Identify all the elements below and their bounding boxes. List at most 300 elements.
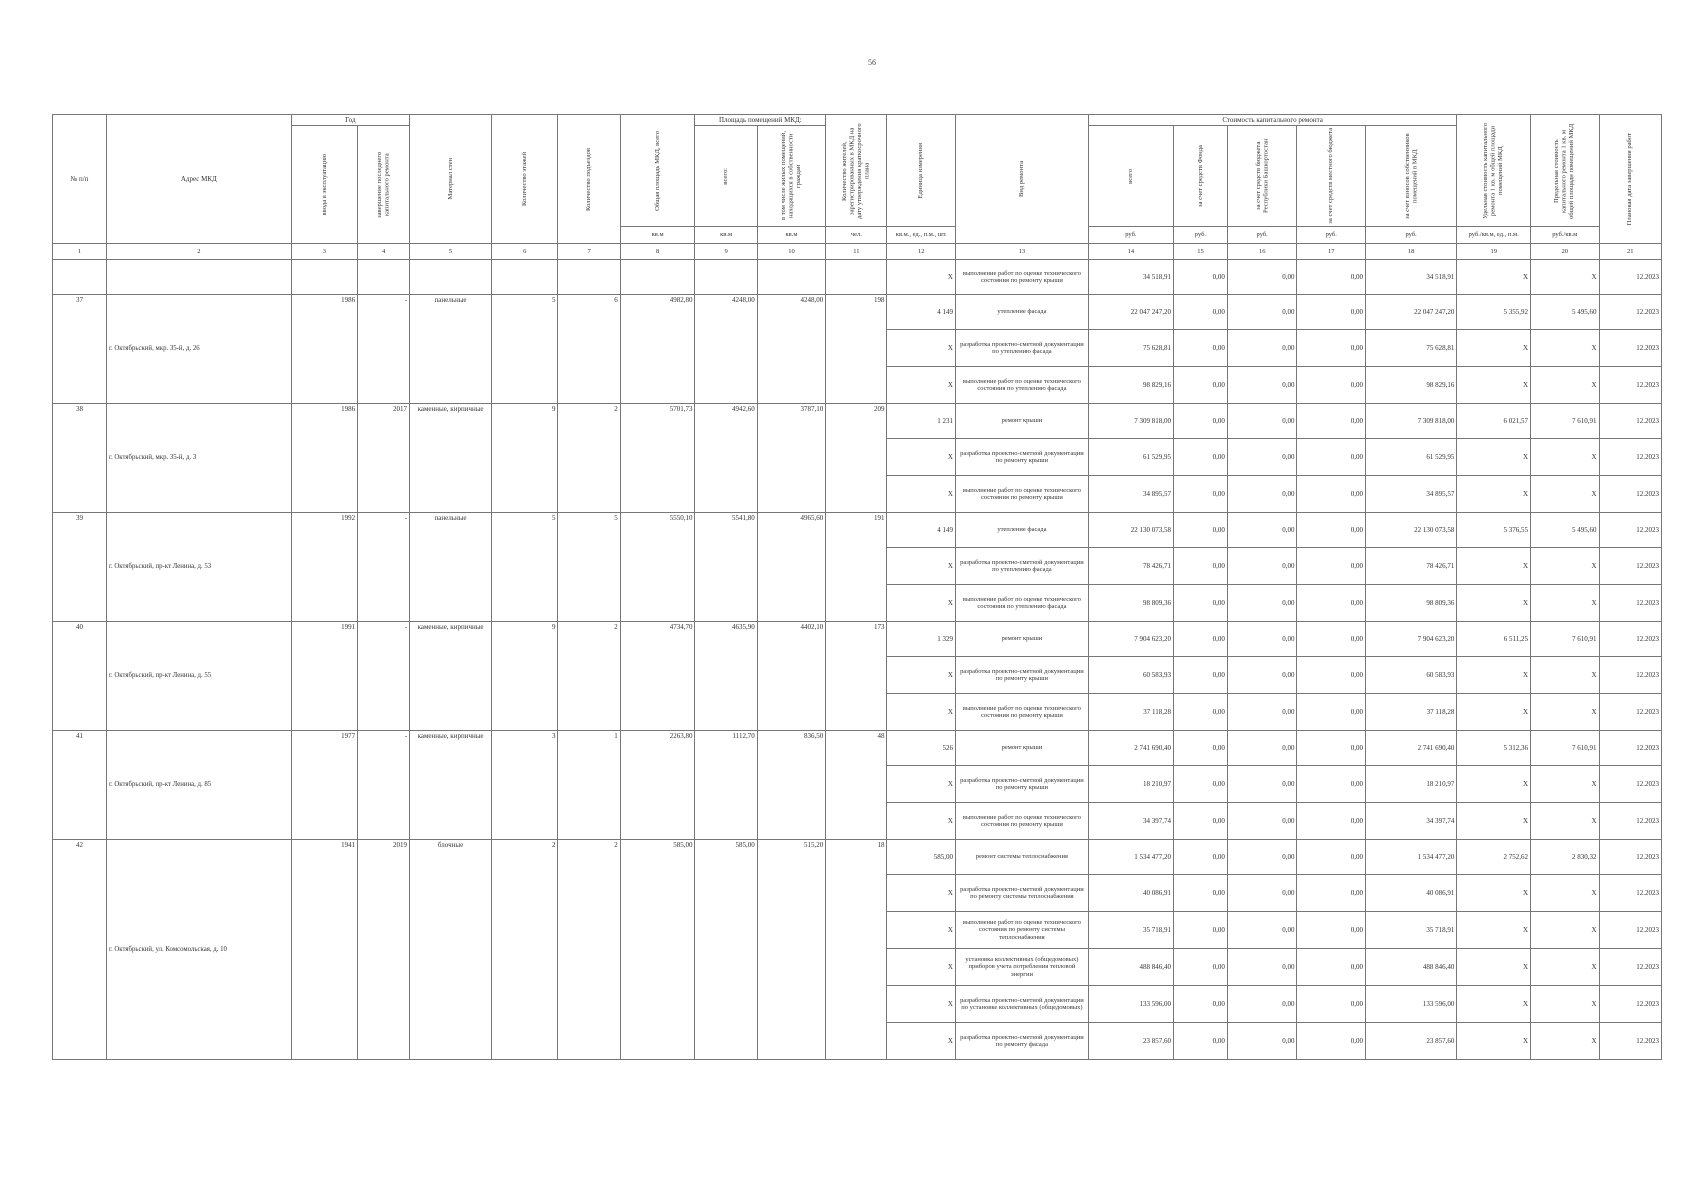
cell-rep: 0,00	[1227, 548, 1297, 585]
cell-rep: 0,00	[1227, 367, 1297, 404]
cell-pres: 515,20	[757, 840, 826, 1060]
cell-date: 12.2023	[1599, 875, 1661, 912]
cell-area: 5550,10	[620, 513, 695, 622]
cell-address	[106, 260, 291, 295]
cell-unit: X	[887, 260, 956, 295]
cell-total: 78 426,71	[1088, 548, 1173, 585]
cell-ucost: X	[1457, 986, 1531, 1023]
cell-rep: 0,00	[1227, 260, 1297, 295]
cell-floors: 5	[492, 513, 558, 622]
cell-mcost: X	[1531, 875, 1600, 912]
cell-unit: X	[887, 476, 956, 513]
cell-mcost: X	[1531, 912, 1600, 949]
cell-loc: 0,00	[1297, 330, 1366, 367]
unit-premises-residential: кв.м	[757, 227, 826, 244]
cell-work: утепление фасада	[955, 295, 1088, 330]
cell-own: 98 829,16	[1365, 367, 1456, 404]
column-number: 15	[1173, 244, 1227, 260]
cell-ucost: X	[1457, 548, 1531, 585]
cell-own: 22 047 247,20	[1365, 295, 1456, 330]
cell-own: 7 904 623,20	[1365, 622, 1456, 657]
cell-fund: 0,00	[1173, 513, 1227, 548]
cell-date: 12.2023	[1599, 840, 1661, 875]
cell-last	[358, 260, 410, 295]
cell-date: 12.2023	[1599, 404, 1661, 439]
cell-loc: 0,00	[1297, 513, 1366, 548]
cell-material: каменные, кирпичные	[410, 731, 492, 840]
cell-ucost: 5 355,92	[1457, 295, 1531, 330]
cell-date: 12.2023	[1599, 548, 1661, 585]
cell-unit: X	[887, 803, 956, 840]
cell-mcost: 7 610,91	[1531, 731, 1600, 766]
cell-mcost: X	[1531, 694, 1600, 731]
cell-fund: 0,00	[1173, 912, 1227, 949]
cell-fund: 0,00	[1173, 330, 1227, 367]
col-wall-material: Материал стен	[410, 115, 492, 244]
cell-total: 488 846,40	[1088, 949, 1173, 986]
cell-unit: 4 149	[887, 513, 956, 548]
column-number: 17	[1297, 244, 1366, 260]
col-floors: Количество этажей	[492, 115, 558, 244]
cell-material	[410, 260, 492, 295]
cell-unit: 4 149	[887, 295, 956, 330]
cell-total: 22 047 247,20	[1088, 295, 1173, 330]
column-number: 10	[757, 244, 826, 260]
cell-year: 1986	[291, 404, 357, 513]
cell-pres: 3787,10	[757, 404, 826, 513]
cell-pres: 4965,60	[757, 513, 826, 622]
table-row	[53, 513, 1662, 548]
cell-fund: 0,00	[1173, 803, 1227, 840]
cell-num	[53, 260, 107, 295]
cell-mcost: X	[1531, 585, 1600, 622]
cell-last: -	[358, 731, 410, 840]
unit-premises-total: кв.м	[695, 227, 757, 244]
cell-year	[291, 260, 357, 295]
cell-own: 35 718,91	[1365, 912, 1456, 949]
cell-fund: 0,00	[1173, 840, 1227, 875]
cell-date: 12.2023	[1599, 912, 1661, 949]
cell-mcost: 7 610,91	[1531, 622, 1600, 657]
cell-ucost: X	[1457, 476, 1531, 513]
cell-ptotal: 1112,70	[695, 731, 757, 840]
cell-fund: 0,00	[1173, 585, 1227, 622]
cell-rep: 0,00	[1227, 404, 1297, 439]
cell-ucost: X	[1457, 585, 1531, 622]
cell-total: 98 809,36	[1088, 585, 1173, 622]
unit-unit-cost: руб./кв.м, ед., п.м.	[1457, 227, 1531, 244]
cell-fund: 0,00	[1173, 731, 1227, 766]
cell-last: -	[358, 622, 410, 731]
cell-ucost: X	[1457, 803, 1531, 840]
cell-loc: 0,00	[1297, 875, 1366, 912]
cell-mcost: X	[1531, 476, 1600, 513]
table-row	[53, 404, 1662, 439]
cell-pres: 4248,00	[757, 295, 826, 404]
cell-work: выполнение работ по оценке технического состояния по ремонту крыши	[955, 803, 1088, 840]
cell-work: разработка проектно-сметной документации по ремонту крыши	[955, 766, 1088, 803]
cell-rep: 0,00	[1227, 622, 1297, 657]
col-max-cost: Предельная стоимость капитального ремонта 1 кв. м общей площади помещений МКД	[1531, 115, 1600, 227]
cell-rep: 0,00	[1227, 766, 1297, 803]
cell-rep: 0,00	[1227, 803, 1297, 840]
cell-unit: X	[887, 330, 956, 367]
cell-ucost: 5 312,36	[1457, 731, 1531, 766]
cell-work: установка коллективных (общедомовых) приборов учета потребления тепловой энергии	[955, 949, 1088, 986]
cell-unit: X	[887, 912, 956, 949]
cell-total: 1 534 477,20	[1088, 840, 1173, 875]
cell-total: 23 857,60	[1088, 1023, 1173, 1060]
cell-work: выполнение работ по оценке технического состояния по утеплению фасада	[955, 367, 1088, 404]
cell-fund: 0,00	[1173, 694, 1227, 731]
cell-rep: 0,00	[1227, 439, 1297, 476]
cell-fund: 0,00	[1173, 367, 1227, 404]
col-repair-type: Вид ремонта	[955, 115, 1088, 244]
cell-last: 2017	[358, 404, 410, 513]
column-number: 13	[955, 244, 1088, 260]
cell-floors: 5	[492, 295, 558, 404]
cell-num: 38	[53, 404, 107, 513]
cell-year: 1992	[291, 513, 357, 622]
cell-loc: 0,00	[1297, 404, 1366, 439]
cell-material: каменные, кирпичные	[410, 622, 492, 731]
capital-repair-table	[52, 114, 1662, 1060]
cell-entr: 1	[558, 731, 620, 840]
cell-own: 34 397,74	[1365, 803, 1456, 840]
cell-own: 40 086,91	[1365, 875, 1456, 912]
cell-ucost: 6 021,57	[1457, 404, 1531, 439]
unit-residents: чел.	[826, 227, 887, 244]
header-row-1	[53, 115, 1662, 126]
cell-ucost: X	[1457, 439, 1531, 476]
col-completion-date: Плановая дата завершения работ	[1599, 115, 1661, 244]
cell-mcost: X	[1531, 766, 1600, 803]
cell-year: 1986	[291, 295, 357, 404]
cell-loc: 0,00	[1297, 548, 1366, 585]
column-number: 2	[106, 244, 291, 260]
cell-fund: 0,00	[1173, 657, 1227, 694]
column-number: 8	[620, 244, 695, 260]
cell-resid: 18	[826, 840, 887, 1060]
cell-unit: X	[887, 439, 956, 476]
cell-total: 2 741 690,40	[1088, 731, 1173, 766]
cell-own: 7 309 818,00	[1365, 404, 1456, 439]
cell-work: выполнение работ по оценке технического состояния по утеплению фасада	[955, 585, 1088, 622]
cell-ucost: X	[1457, 367, 1531, 404]
cell-mcost: X	[1531, 260, 1600, 295]
cell-loc: 0,00	[1297, 476, 1366, 513]
cell-date: 12.2023	[1599, 731, 1661, 766]
cell-entr	[558, 260, 620, 295]
cell-address: г. Октябрьский, пр-кт Ленина, д. 85	[106, 731, 291, 840]
cell-own: 37 118,28	[1365, 694, 1456, 731]
cell-date: 12.2023	[1599, 766, 1661, 803]
cell-loc: 0,00	[1297, 840, 1366, 875]
cell-num: 40	[53, 622, 107, 731]
cell-loc: 0,00	[1297, 260, 1366, 295]
cell-fund: 0,00	[1173, 476, 1227, 513]
cell-loc: 0,00	[1297, 803, 1366, 840]
cell-address: г. Октябрьский, пр-кт Ленина, д. 55	[106, 622, 291, 731]
cell-unit: X	[887, 766, 956, 803]
cell-date: 12.2023	[1599, 330, 1661, 367]
column-number: 21	[1599, 244, 1661, 260]
cell-material: панельные	[410, 295, 492, 404]
cell-rep: 0,00	[1227, 949, 1297, 986]
cell-date: 12.2023	[1599, 622, 1661, 657]
col-premises-total: всего:	[695, 126, 757, 227]
cell-rep: 0,00	[1227, 476, 1297, 513]
cell-mcost: 2 830,32	[1531, 840, 1600, 875]
cell-date: 12.2023	[1599, 513, 1661, 548]
cell-loc: 0,00	[1297, 657, 1366, 694]
cell-entr: 5	[558, 513, 620, 622]
cell-work: выполнение работ по оценке технического состояния по ремонту крыши	[955, 694, 1088, 731]
cell-rep: 0,00	[1227, 840, 1297, 875]
cell-unit: X	[887, 875, 956, 912]
cell-date: 12.2023	[1599, 803, 1661, 840]
cell-rep: 0,00	[1227, 330, 1297, 367]
cell-own: 34 895,57	[1365, 476, 1456, 513]
cell-mcost: 7 610,91	[1531, 404, 1600, 439]
cell-resid: 191	[826, 513, 887, 622]
cell-resid: 173	[826, 622, 887, 731]
column-number: 4	[358, 244, 410, 260]
cell-total: 60 583,93	[1088, 657, 1173, 694]
col-year-last-repair: завершение последнего капитального ремонта	[358, 126, 410, 244]
cell-ucost: X	[1457, 260, 1531, 295]
cell-rep: 0,00	[1227, 657, 1297, 694]
cell-loc: 0,00	[1297, 439, 1366, 476]
cell-date: 12.2023	[1599, 657, 1661, 694]
cell-fund: 0,00	[1173, 404, 1227, 439]
cell-own: 61 529,95	[1365, 439, 1456, 476]
unit-cost-total: руб.	[1088, 227, 1173, 244]
cell-own: 78 426,71	[1365, 548, 1456, 585]
cell-unit: X	[887, 367, 956, 404]
cell-ucost: X	[1457, 875, 1531, 912]
cell-total: 98 829,16	[1088, 367, 1173, 404]
cell-work: ремонт крыши	[955, 731, 1088, 766]
cell-floors: 3	[492, 731, 558, 840]
cell-loc: 0,00	[1297, 731, 1366, 766]
cell-date: 12.2023	[1599, 986, 1661, 1023]
cell-total: 34 397,74	[1088, 803, 1173, 840]
col-premises-group: Площадь помещений МКД:	[695, 115, 826, 126]
cell-ucost: X	[1457, 1023, 1531, 1060]
cell-floors	[492, 260, 558, 295]
cell-mcost: X	[1531, 1023, 1600, 1060]
cell-unit: 1 329	[887, 622, 956, 657]
cell-rep: 0,00	[1227, 875, 1297, 912]
cell-date: 12.2023	[1599, 295, 1661, 330]
cell-entr: 6	[558, 295, 620, 404]
cell-unit: 526	[887, 731, 956, 766]
cell-mcost: X	[1531, 986, 1600, 1023]
cell-total: 133 596,00	[1088, 986, 1173, 1023]
cell-mcost: X	[1531, 657, 1600, 694]
unit-unit: кв.м., ед., п.м., шт.	[887, 227, 956, 244]
column-number: 5	[410, 244, 492, 260]
cell-rep: 0,00	[1227, 295, 1297, 330]
table-row	[53, 260, 1662, 295]
cell-material: панельные	[410, 513, 492, 622]
cell-ucost: X	[1457, 657, 1531, 694]
table-row	[53, 840, 1662, 875]
col-cost-group: Стоимость капитального ремонта	[1088, 115, 1457, 126]
table-row	[53, 622, 1662, 657]
cell-loc: 0,00	[1297, 367, 1366, 404]
cell-total: 7 904 623,20	[1088, 622, 1173, 657]
cell-resid: 48	[826, 731, 887, 840]
cell-own: 23 857,60	[1365, 1023, 1456, 1060]
cell-entr: 2	[558, 840, 620, 1060]
cell-last: -	[358, 295, 410, 404]
cell-fund: 0,00	[1173, 875, 1227, 912]
cell-loc: 0,00	[1297, 949, 1366, 986]
cell-area: 585,00	[620, 840, 695, 1060]
cell-num: 42	[53, 840, 107, 1060]
cell-loc: 0,00	[1297, 622, 1366, 657]
cell-ucost: 2 752,62	[1457, 840, 1531, 875]
cell-fund: 0,00	[1173, 986, 1227, 1023]
cell-mcost: X	[1531, 949, 1600, 986]
cell-address: г. Октябрьский, мкр. 35-й, д. 3	[106, 404, 291, 513]
cell-work: разработка проектно-сметной документации по установке коллективных (общедомовых)	[955, 986, 1088, 1023]
col-residents: Количество жителей, зарегистрированных в МКД на дату утверждения краткосрочного плана	[826, 115, 887, 227]
cell-unit: X	[887, 585, 956, 622]
column-number: 11	[826, 244, 887, 260]
cell-rep: 0,00	[1227, 731, 1297, 766]
cell-loc: 0,00	[1297, 986, 1366, 1023]
col-total-area: Общая площадь МКД, всего	[620, 115, 695, 227]
cell-unit: 1 231	[887, 404, 956, 439]
cell-own: 60 583,93	[1365, 657, 1456, 694]
cell-work: разработка проектно-сметной документации по утеплению фасада	[955, 330, 1088, 367]
cell-year: 1991	[291, 622, 357, 731]
cell-own: 18 210,97	[1365, 766, 1456, 803]
cell-mcost: X	[1531, 367, 1600, 404]
page-number: 56	[868, 58, 876, 67]
cell-unit: X	[887, 986, 956, 1023]
cell-total: 34 895,57	[1088, 476, 1173, 513]
cell-last: 2019	[358, 840, 410, 1060]
col-owners: за счет взносов собственников помещений в МКД	[1365, 126, 1456, 227]
cell-loc: 0,00	[1297, 766, 1366, 803]
col-republic-budget: за счет средств бюджета Республики Башкортостан	[1227, 126, 1297, 227]
cell-material: блочные	[410, 840, 492, 1060]
cell-ucost: 6 511,25	[1457, 622, 1531, 657]
cell-ucost: 5 376,55	[1457, 513, 1531, 548]
col-unit-cost: Удельная стоимость капитального ремонта 1 кв. м общей площади помещений МКД	[1457, 115, 1531, 227]
cell-last: -	[358, 513, 410, 622]
cell-floors: 2	[492, 840, 558, 1060]
cell-work: выполнение работ по оценке технического состояния по ремонту крыши	[955, 260, 1088, 295]
cell-work: разработка проектно-сметной документации по ремонту крыши	[955, 657, 1088, 694]
unit-local-budget: руб.	[1297, 227, 1366, 244]
cell-num: 37	[53, 295, 107, 404]
cell-loc: 0,00	[1297, 694, 1366, 731]
cell-rep: 0,00	[1227, 1023, 1297, 1060]
cell-own: 22 130 073,58	[1365, 513, 1456, 548]
column-number: 16	[1227, 244, 1297, 260]
cell-resid: 198	[826, 295, 887, 404]
cell-area: 5701,73	[620, 404, 695, 513]
cell-total: 34 518,91	[1088, 260, 1173, 295]
cell-ptotal	[695, 260, 757, 295]
cell-fund: 0,00	[1173, 1023, 1227, 1060]
column-number: 20	[1531, 244, 1600, 260]
cell-pres: 4402,10	[757, 622, 826, 731]
cell-fund: 0,00	[1173, 548, 1227, 585]
column-number: 9	[695, 244, 757, 260]
column-number: 7	[558, 244, 620, 260]
column-number: 3	[291, 244, 357, 260]
col-year-commissioning: ввода в эксплуатацию	[291, 126, 357, 244]
cell-total: 61 529,95	[1088, 439, 1173, 476]
cell-ucost: X	[1457, 694, 1531, 731]
cell-loc: 0,00	[1297, 1023, 1366, 1060]
cell-work: выполнение работ по оценке технического состояния по ремонту системы теплоснабжения	[955, 912, 1088, 949]
cell-pres	[757, 260, 826, 295]
column-number: 14	[1088, 244, 1173, 260]
col-unit: Единица измерения	[887, 115, 956, 227]
cell-own: 488 846,40	[1365, 949, 1456, 986]
cell-unit: X	[887, 1023, 956, 1060]
cell-own: 75 628,81	[1365, 330, 1456, 367]
cell-year: 1977	[291, 731, 357, 840]
cell-entr: 2	[558, 404, 620, 513]
table-row	[53, 731, 1662, 766]
cell-mcost: 5 495,60	[1531, 295, 1600, 330]
cell-mcost: X	[1531, 439, 1600, 476]
cell-address: г. Октябрьский, мкр. 35-й, д. 26	[106, 295, 291, 404]
cell-total: 37 118,28	[1088, 694, 1173, 731]
column-number: 19	[1457, 244, 1531, 260]
cell-year: 1941	[291, 840, 357, 1060]
cell-ucost: X	[1457, 912, 1531, 949]
cell-date: 12.2023	[1599, 439, 1661, 476]
cell-work: выполнение работ по оценке технического состояния по ремонту крыши	[955, 476, 1088, 513]
cell-rep: 0,00	[1227, 986, 1297, 1023]
cell-fund: 0,00	[1173, 260, 1227, 295]
cell-area: 2263,80	[620, 731, 695, 840]
cell-date: 12.2023	[1599, 585, 1661, 622]
cell-resid	[826, 260, 887, 295]
col-premises-residential: в том числе жилых помещений, находящихся в собственности граждан	[757, 126, 826, 227]
cell-fund: 0,00	[1173, 766, 1227, 803]
col-cost-total: всего	[1088, 126, 1173, 227]
cell-rep: 0,00	[1227, 513, 1297, 548]
cell-loc: 0,00	[1297, 295, 1366, 330]
table-body	[53, 260, 1662, 1060]
cell-ptotal: 4942,60	[695, 404, 757, 513]
unit-owners: руб.	[1365, 227, 1456, 244]
cell-unit: 585,00	[887, 840, 956, 875]
cell-unit: X	[887, 694, 956, 731]
cell-ucost: X	[1457, 949, 1531, 986]
cell-area	[620, 260, 695, 295]
cell-date: 12.2023	[1599, 476, 1661, 513]
cell-unit: X	[887, 657, 956, 694]
cell-date: 12.2023	[1599, 367, 1661, 404]
cell-own: 133 596,00	[1365, 986, 1456, 1023]
cell-date: 12.2023	[1599, 949, 1661, 986]
cell-work: утепление фасада	[955, 513, 1088, 548]
cell-own: 1 534 477,20	[1365, 840, 1456, 875]
cell-total: 75 628,81	[1088, 330, 1173, 367]
cell-rep: 0,00	[1227, 694, 1297, 731]
